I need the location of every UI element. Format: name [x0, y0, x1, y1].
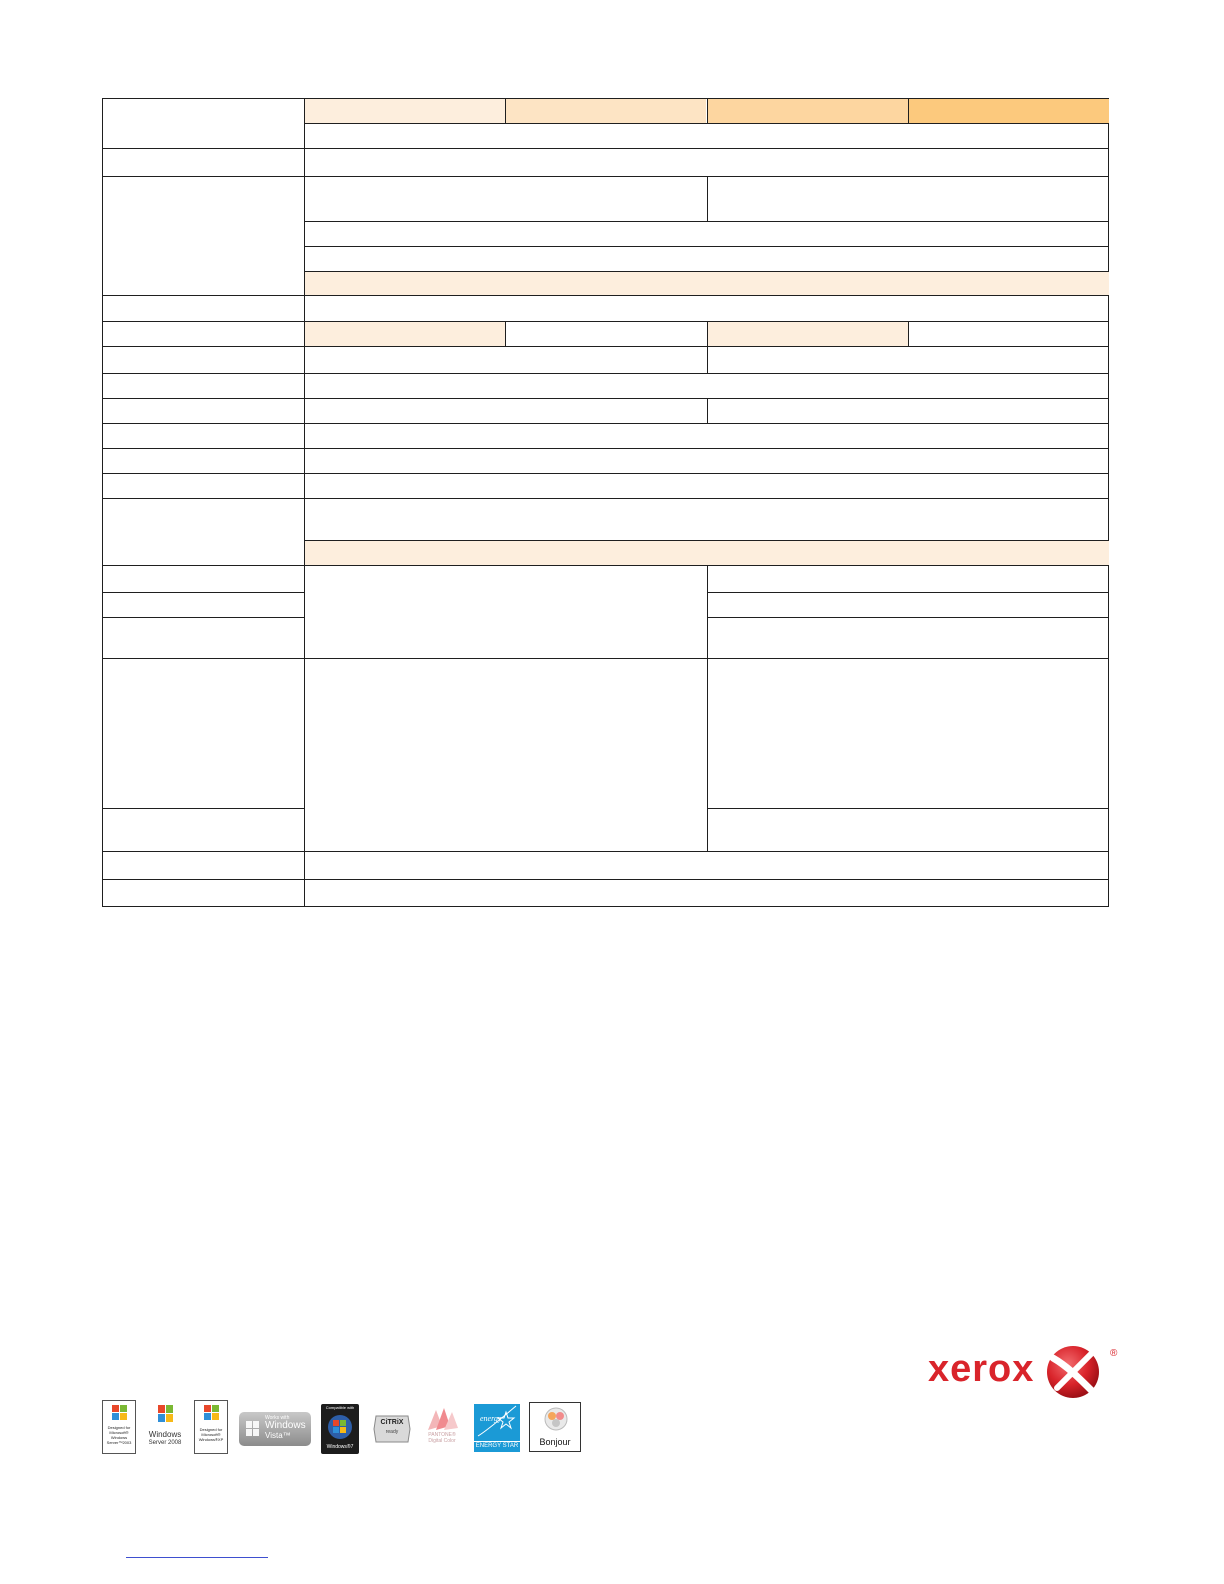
specifications-table: [102, 98, 1109, 907]
citrix-ready-logo: CiTRiX ready: [372, 1412, 412, 1446]
bonjour-logo: Bonjour: [529, 1402, 581, 1452]
highlight-cell-b: [707, 321, 908, 346]
windows-flag-icon: [103, 1401, 135, 1427]
windows-xp-logo: Designed for Microsoft® Windows®XP: [194, 1400, 228, 1454]
pantone-swatch-icon: [422, 1404, 462, 1434]
header-cell-1: [304, 99, 505, 123]
windows-flag-icon: [241, 1412, 265, 1446]
highlight-row-1: [304, 271, 1109, 296]
registered-mark: ®: [1110, 1348, 1118, 1359]
xerox-logo: [928, 1342, 1128, 1404]
xerox-sphere-icon: [1045, 1344, 1101, 1400]
bonjour-icon: [530, 1403, 581, 1437]
energy-star-logo: energy ENERGY STAR: [474, 1404, 520, 1452]
pantone-digital-color-logo: PANTONE® Digital Color: [422, 1404, 462, 1454]
windows-server-2008-logo: Windows Server 2008: [147, 1400, 183, 1454]
windows-vista-logo: Works with Windows Vista™: [239, 1412, 311, 1446]
certification-logos: [102, 1400, 592, 1458]
header-cell-4: [908, 99, 1109, 123]
header-cell-2: [505, 99, 706, 123]
windows-7-logo: Compatible with Windows®7: [321, 1404, 359, 1454]
xerox-wordmark: xerox: [928, 1348, 1035, 1390]
windows-server-2003-logo: Designed for Microsoft® Windows Server™2003: [102, 1400, 136, 1454]
highlight-row-2: [304, 540, 1109, 565]
windows-flag-icon: [147, 1400, 183, 1428]
highlight-cell-a: [304, 321, 505, 346]
header-cell-3: [707, 99, 908, 123]
windows-flag-icon: [195, 1401, 227, 1427]
windows-flag-icon: [321, 1412, 359, 1442]
footer-link-underline[interactable]: [126, 1557, 268, 1558]
